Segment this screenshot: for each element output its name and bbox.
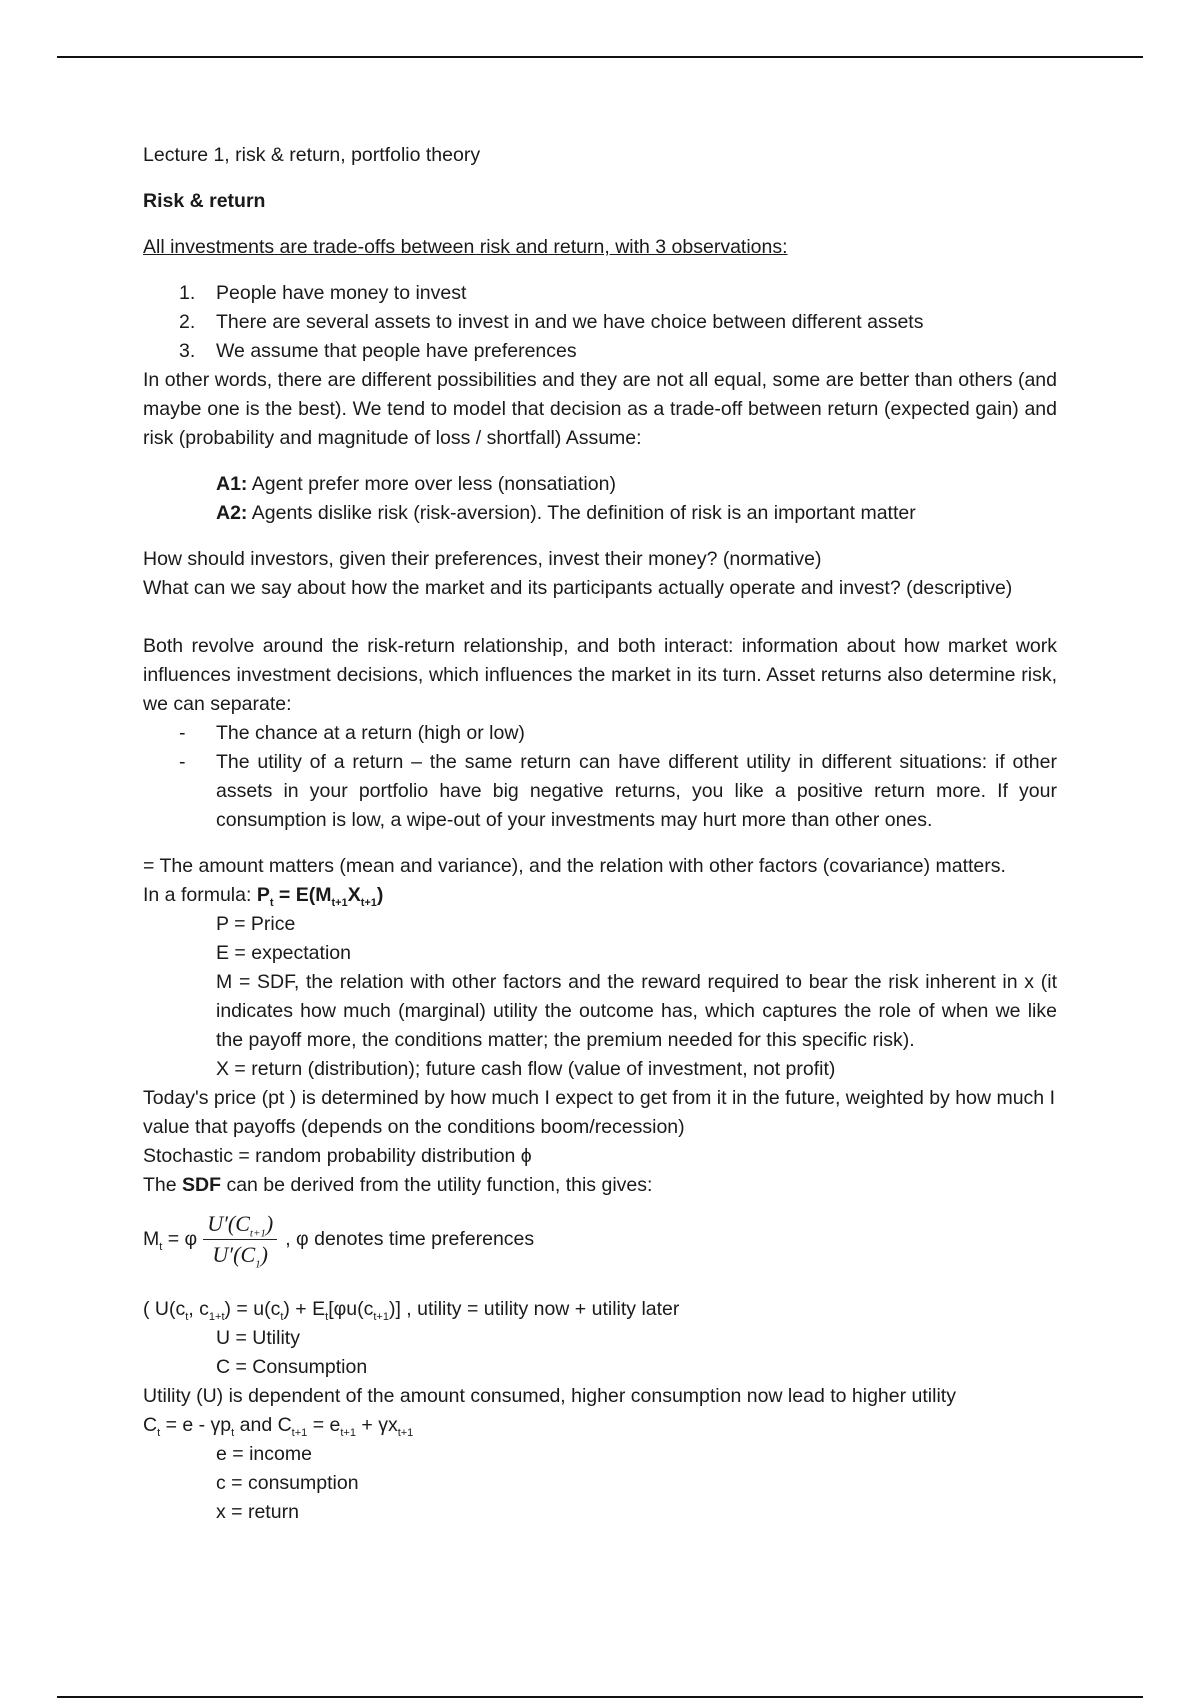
assumption-text: Agents dislike risk (risk-aversion). The definition of risk is an important matter [247,502,916,524]
paragraph-trade-off: In other words, there are different possibilities and they are not all equal, some are better than others (and maybe one is the best). We tend to model that decision as a trade-off between return (expected gain) and risk (probability and magnitude of loss / shortfall) Assume: [143,369,1057,449]
definition: E = expectation [216,942,351,964]
questions [143,545,1057,603]
bullet-list [143,719,1057,835]
definition: e = income [216,1443,312,1465]
sdf-fraction [203,1211,277,1268]
question-descriptive: What can we say about how the market and its participants actually operate and invest? (descriptive) [143,577,1013,599]
definition: U = Utility [216,1327,300,1349]
assumption-text: Agent prefer more over less (nonsatiation) [247,473,616,495]
section-heading: Risk & return [143,190,266,212]
list-item [143,719,1057,748]
list-item [143,337,1057,366]
list-item [143,279,1057,308]
paragraph-risk-return: Both revolve around the risk-return relationship, and both interact: information about how market work influences investment decisions, which influences the market in its turn. Asset returns also determine risk, we can separate: [143,635,1057,715]
definition: x = return [216,1501,299,1523]
definition: P = Price [216,913,296,935]
sdf-lhs: $M_t = \varphi$ [143,1227,198,1253]
bullet-marker: - [179,722,186,744]
utility-formula: ( $U(c_t$, $c_{1+t}) = u(c_t) + E_t[\varphi u(c_{t+1})]$ , utility = utility now + utility later [143,1298,680,1323]
definition: M = SDF, the relation with other factors and the reward required to bear the risk inherent in x (it indicates how much (marginal) utility the outcome has, which captures the role of when we like the payoff more, the conditions matter; the premium needed for this specific risk). [216,971,1057,1051]
bullet-marker: - [179,751,186,773]
consumption-formula: $C_t = e - \gamma p_t$ and $C_{t+1} = e_{t+1} + \gamma x_{t+1}$ [143,1414,414,1439]
definition: X = return (distribution); future cash flow (value of investment, not profit) [216,1058,836,1080]
document-body [143,141,1057,1527]
formula-price [143,881,1057,910]
paragraph-utility: Utility (U) is dependent of the amount consumed, higher consumption now lead to higher utility [143,1385,956,1407]
fraction-numerator: $U'(C_{t+1})$ [203,1211,277,1240]
stochastic-definition: Stochastic = random probability distribution ϕ [143,1145,532,1167]
question-normative: How should investors, given their preferences, invest their money? (normative) [143,548,822,570]
paragraph-amount: = The amount matters (mean and variance), and the relation with other factors (covariance) matters. [143,855,1006,877]
list-text: There are several assets to invest in and we have choice between different assets [216,311,924,333]
sdf-intro: The SDF can be derived from the utility function, this gives: [143,1174,653,1196]
list-text: We assume that people have preferences [216,340,577,362]
sdf-note: , φ denotes time preferences [285,1227,535,1250]
definitions-consumption [143,1440,1057,1527]
assumptions [143,470,1057,528]
assumption-a1 [216,470,1057,499]
footer-rule [57,1696,1143,1698]
formula-prefix: In a formula: [143,884,257,906]
assumption-a2 [216,499,1057,528]
formula-expression: $P_t = E(M_{t+1}X_{t+1})$ [256,884,384,909]
sdf-formula [143,1208,1057,1270]
assumption-label: A2: [216,502,248,524]
paragraph-todays-price: Today's price (pt ) is determined by how much I expect to get from it in the future, weighted by how much I value that payoffs (depends on the conditions boom/recession) [143,1087,1055,1138]
definitions-utility [143,1324,1057,1382]
lecture-title: Lecture 1, risk & return, portfolio theory [143,144,481,166]
list-number: 3. [179,340,196,362]
list-number: 2. [179,311,196,333]
intro-statement: All investments are trade-offs between risk and return, with 3 observations: [143,236,788,258]
header-rule [57,56,1143,58]
list-item [143,748,1057,835]
list-text: The utility of a return – the same return can have different utility in different situations: if other assets in your portfolio have big negative returns, you like a positive return more. If your consumption is low, a wipe-out of your investments may hurt more than other ones. [216,751,1057,831]
assumption-label: A1: [216,473,248,495]
observations-list [143,279,1057,366]
fraction-denominator: $U'(C_1)$ [212,1241,268,1270]
list-number: 1. [179,282,196,304]
list-text: The chance at a return (high or low) [216,722,525,744]
list-text: People have money to invest [216,282,467,304]
definition: c = consumption [216,1472,359,1494]
definition: C = Consumption [216,1356,368,1378]
list-item [143,308,1057,337]
definitions-price [143,910,1057,1084]
